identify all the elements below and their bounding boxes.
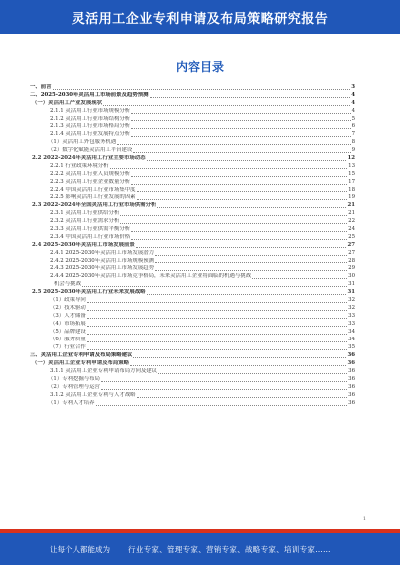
toc-entry[interactable] <box>30 116 355 124</box>
toc-leader-dots <box>147 160 347 161</box>
toc-entry-page: 31 <box>347 289 355 296</box>
toc-entry-label: 2.4 2025-2030年灵活用工市场发展前景 <box>32 241 135 248</box>
toc-entry-label: 2.2.5 影响灵活用工行业发展的因素 <box>50 194 136 201</box>
toc-leader-dots <box>120 215 347 216</box>
toc-leader-dots <box>101 381 347 382</box>
toc-leader-dots <box>131 120 350 121</box>
toc-entry[interactable] <box>30 218 355 226</box>
toc-entry-page: 7 <box>351 131 355 138</box>
toc-entry[interactable] <box>30 321 355 329</box>
toc-leader-dots <box>87 318 347 319</box>
toc-entry-page: 4 <box>351 99 355 106</box>
toc-entry-label: 2.4.4 2025-2030年灵活用工市场竞争格局，未来灵活用工企业将面临的机遇与挑战 <box>50 273 252 280</box>
toc-entry[interactable] <box>30 92 355 100</box>
toc-entry-label: 2.5 2025-2030年灵活用工行业未来发展战略 <box>32 289 146 296</box>
toc-entry-label: （一）灵活用工企业专利申请及布局策略 <box>32 360 130 367</box>
toc-entry-page: 18 <box>348 186 355 193</box>
page-number: 1 <box>362 516 366 522</box>
toc-entry[interactable] <box>30 108 355 116</box>
toc-entry-label: 2.4.1 2025-2030年灵活用工市场发展潜力 <box>50 249 154 256</box>
toc-leader-dots <box>96 405 348 406</box>
toc-leader-dots <box>120 223 347 224</box>
toc-leader-dots <box>158 373 347 374</box>
table-of-contents <box>30 84 355 408</box>
toc-entry-page: 13 <box>348 162 355 169</box>
toc-entry-page: 4 <box>351 91 355 98</box>
toc-entry-page: 22 <box>348 218 355 225</box>
toc-leader-dots <box>155 262 347 263</box>
toc-entry-page: 33 <box>348 312 355 319</box>
toc-entry-label: 2.2.2 灵活用工行业人员规模分析 <box>50 170 131 177</box>
toc-entry-page: 15 <box>348 170 355 177</box>
toc-entry-page: 32 <box>348 297 355 304</box>
toc-entry[interactable] <box>30 194 355 202</box>
toc-entry-page: 31 <box>348 281 355 288</box>
toc-entry[interactable] <box>30 179 355 187</box>
toc-leader-dots <box>133 357 346 358</box>
toc-entry[interactable] <box>30 84 355 92</box>
toc-entry[interactable] <box>30 163 355 171</box>
toc-entry-page: 33 <box>348 320 355 327</box>
toc-entry-label: （2）数字化赋能灵活用工平台建设 <box>48 147 133 154</box>
toc-leader-dots <box>131 128 350 129</box>
toc-entry[interactable] <box>30 337 355 345</box>
toc-entry[interactable] <box>30 242 355 250</box>
toc-entry-label: 2.4.2 2025-2030年灵活用工市场规模预测 <box>50 257 154 264</box>
toc-entry-page: 36 <box>347 360 355 367</box>
toc-leader-dots <box>131 184 347 185</box>
toc-entry-page: 19 <box>348 194 355 201</box>
toc-leader-dots <box>137 191 348 192</box>
toc-entry[interactable] <box>30 123 355 131</box>
report-title: 灵活用工企业专利申请及布局策略研究报告 <box>71 11 329 27</box>
toc-entry[interactable] <box>30 313 355 321</box>
toc-entry-page: 12 <box>347 155 355 161</box>
toc-leader-dots <box>131 136 350 137</box>
toc-entry[interactable] <box>30 100 355 108</box>
toc-entry-page: 8 <box>351 139 355 146</box>
toc-entry-page: 24 <box>348 226 355 233</box>
toc-entry-label: 2.1.4 灵活用工行业发展特点分析 <box>50 131 131 138</box>
toc-title: 内容目录 <box>175 60 224 74</box>
toc-entry-label: （6）服务质量 <box>50 336 86 343</box>
report-header <box>0 0 400 34</box>
toc-entry-page: 27 <box>347 241 355 248</box>
toc-entry-page: 34 <box>348 328 355 335</box>
toc-leader-dots <box>137 397 348 398</box>
toc-entry-label: 2.1.1 灵活用工行业市场规模分析 <box>50 107 131 114</box>
toc-entry-page: 5 <box>351 115 355 122</box>
toc-entry[interactable] <box>30 250 355 258</box>
toc-leader-dots <box>87 310 347 311</box>
toc-entry-label: 三、灵活用工企业专利申请及布局策略建议 <box>30 352 133 359</box>
toc-entry-label: （3）人才储备 <box>50 312 86 319</box>
toc-leader-dots <box>136 247 347 248</box>
toc-leader-dots <box>101 389 347 390</box>
toc-leader-dots <box>130 365 346 366</box>
toc-entry-page: 21 <box>348 210 355 217</box>
toc-leader-dots <box>131 176 347 177</box>
toc-entry[interactable] <box>30 147 355 155</box>
toc-entry-page: 6 <box>351 123 355 130</box>
toc-entry-page: 25 <box>348 233 355 240</box>
toc-entry-label: 2.2 2022-2024年灵活用工行业主要市场动态 <box>32 155 146 161</box>
toc-entry-label: 2.1.2 灵活用工行业市场结构分析 <box>50 115 131 122</box>
toc-leader-dots <box>87 334 347 335</box>
toc-entry[interactable] <box>30 376 355 384</box>
toc-entry-label: （5）品牌建设 <box>50 328 86 335</box>
toc-entry-label: （1）专利挖掘与布局 <box>48 375 100 382</box>
toc-entry[interactable] <box>30 234 355 242</box>
toc-entry-label: 2.3.3 灵活用工行业供需平衡分析 <box>50 226 131 233</box>
toc-leader-dots <box>137 199 348 200</box>
toc-entry[interactable] <box>30 139 355 147</box>
toc-leader-dots <box>87 341 347 342</box>
toc-entry-page: 4 <box>351 107 355 114</box>
toc-leader-dots <box>131 239 347 240</box>
toc-entry-label: 二、2025-2030年灵活用工市场前景及趋势预测 <box>30 91 149 98</box>
toc-leader-dots <box>155 270 347 271</box>
toc-entry-page: 29 <box>348 265 355 272</box>
toc-leader-dots <box>110 168 348 169</box>
toc-entry-label: 2.3.4 中国灵活用工行业市场价格 <box>50 233 131 240</box>
toc-entry-page: 21 <box>347 202 355 209</box>
toc-entry-label: （2）专利管理与运营 <box>48 383 100 390</box>
toc-leader-dots <box>133 152 350 153</box>
toc-leader-dots <box>131 231 347 232</box>
toc-entry[interactable] <box>30 368 355 376</box>
toc-entry-label: （2）技术驱动 <box>50 304 86 311</box>
toc-entry[interactable] <box>30 155 355 163</box>
toc-entry[interactable] <box>30 305 355 313</box>
toc-entry-label: 2.3 2022-2024年全国灵活用工行业市场供需分析 <box>32 202 157 209</box>
toc-leader-dots <box>150 97 351 98</box>
toc-leader-dots <box>131 113 350 114</box>
toc-entry-page: 17 <box>348 178 355 185</box>
toc-entry[interactable] <box>30 226 355 234</box>
toc-leader-dots <box>53 89 351 90</box>
toc-leader-dots <box>155 255 347 256</box>
toc-entry-label: （7）行业合作 <box>50 344 86 351</box>
toc-entry[interactable] <box>30 210 355 218</box>
toc-entry[interactable] <box>30 289 355 297</box>
toc-entry-page: 36 <box>348 391 355 398</box>
toc-entry[interactable] <box>30 344 355 352</box>
toc-entry-page: 32 <box>348 304 355 311</box>
toc-entry-label: 2.2.3 灵活用工行业企业数量分析 <box>50 178 131 185</box>
toc-entry-page: 30 <box>348 273 355 280</box>
toc-entry[interactable] <box>30 273 355 281</box>
toc-entry[interactable] <box>30 187 355 195</box>
toc-leader-dots <box>157 207 346 208</box>
report-footer <box>0 533 400 565</box>
toc-entry-label: 一、前言 <box>30 84 52 90</box>
toc-entry-label: 2.2.4 中国灵活用工行业市场集中度 <box>50 186 136 193</box>
toc-entry[interactable] <box>30 329 355 337</box>
toc-leader-dots <box>87 326 347 327</box>
toc-entry[interactable] <box>30 281 355 289</box>
toc-entry-page: 36 <box>347 352 355 359</box>
toc-entry-page: 36 <box>348 399 355 406</box>
toc-leader-dots <box>87 349 347 350</box>
toc-entry[interactable] <box>30 400 355 408</box>
toc-entry-label: 2.3.1 灵活用工行业供给分析 <box>50 210 120 217</box>
toc-entry[interactable] <box>30 384 355 392</box>
toc-entry[interactable] <box>30 258 355 266</box>
toc-entry[interactable] <box>30 131 355 139</box>
toc-entry-page: 9 <box>351 147 355 154</box>
toc-entry-page: 35 <box>348 344 355 351</box>
toc-leader-dots <box>82 286 347 287</box>
toc-entry[interactable] <box>30 297 355 305</box>
toc-leader-dots <box>117 144 350 145</box>
toc-entry-label: 3.1.1 灵活用工企业专利申请布局方向及建议 <box>50 368 158 375</box>
toc-entry-label: （1）灵活用工外包服务机遇 <box>48 139 117 146</box>
toc-entry-label: 2.4.3 2025-2030年灵活用工市场发展趋势 <box>50 265 154 272</box>
toc-entry-label: 机会与挑战 <box>54 281 81 288</box>
toc-entry[interactable] <box>30 202 355 210</box>
toc-entry[interactable] <box>30 360 355 368</box>
toc-leader-dots <box>103 105 350 106</box>
toc-leader-dots <box>252 278 347 279</box>
toc-entry-page: 36 <box>348 375 355 382</box>
toc-entry[interactable] <box>30 171 355 179</box>
toc-entry-label: 2.1.3 灵活用工行业市场格局分析 <box>50 123 131 130</box>
footer-slogan: 让每个人都能成为 <box>50 544 110 554</box>
toc-entry-label: （一）灵活用工产业发展现状 <box>32 99 103 106</box>
toc-entry-label: （1）专利人才培养 <box>48 399 95 406</box>
toc-entry-page: 36 <box>348 368 355 375</box>
toc-entry-page: 27 <box>348 249 355 256</box>
footer-tagline: 行业专家、管理专家、营销专家、战略专家、培训专家…… <box>128 544 331 554</box>
toc-entry-label: （4）市场拓展 <box>50 320 86 327</box>
toc-entry-page: 28 <box>348 257 355 264</box>
toc-entry[interactable] <box>30 265 355 273</box>
toc-entry-page: 36 <box>348 383 355 390</box>
toc-entry-page: 34 <box>348 336 355 343</box>
toc-entry-label: （1）政策导向 <box>50 297 86 304</box>
toc-leader-dots <box>147 294 347 295</box>
toc-entry-page: 3 <box>351 84 355 90</box>
toc-entry[interactable] <box>30 352 355 360</box>
toc-leader-dots <box>87 302 347 303</box>
toc-entry-label: 2.2.1 行业政策环境分析 <box>50 162 109 169</box>
toc-entry-label: 3.1.2 灵活用工企业专利与人才战略 <box>50 391 136 398</box>
toc-entry[interactable] <box>30 392 355 400</box>
toc-entry-label: 2.3.2 灵活用工行业需求分析 <box>50 218 120 225</box>
